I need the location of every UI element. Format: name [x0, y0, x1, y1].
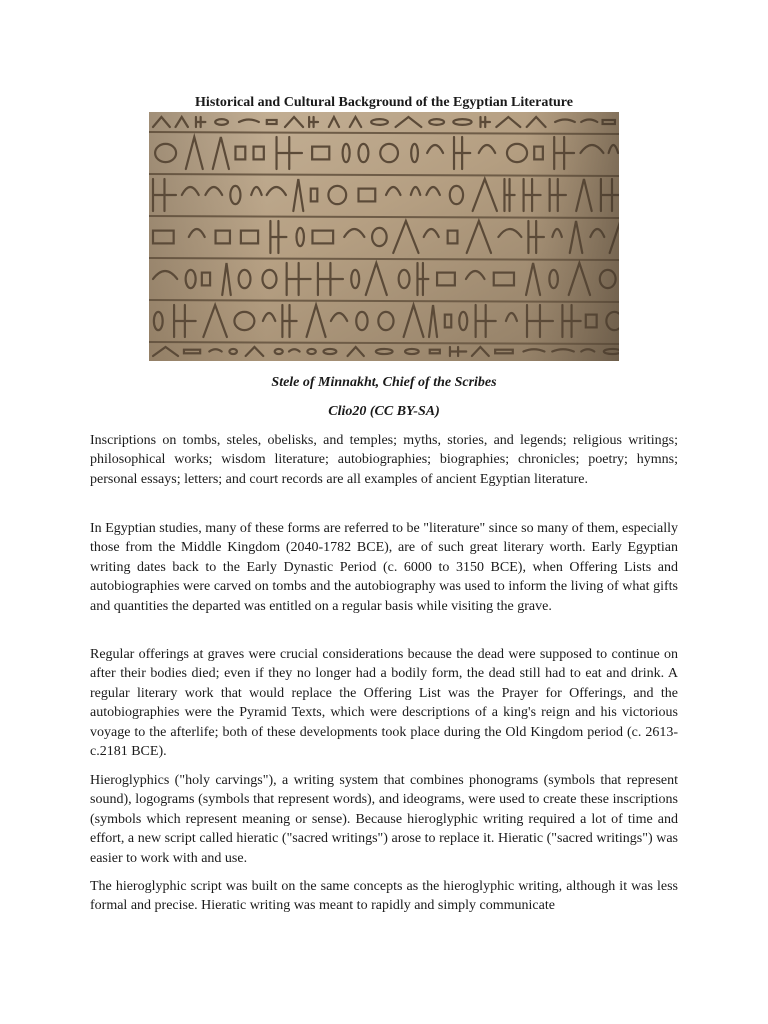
paragraph-1: Inscriptions on tombs, steles, obelisks, and temples; myths, stories, and legends; religious writings; philosophical works; wisdom literature; autobiographies; biographies; chronicles; poetry; hymns; personal essays; letters; and court records are all examples of ancient Egyptian literature. — [90, 433, 678, 487]
figure-caption: Stele of Minnakht, Chief of the Scribes — [271, 375, 497, 390]
paragraph-4: Hieroglyphics ("holy carvings"), a writing system that combines phonograms (symbols that represent sound), logograms (symbols that represent words), and ideograms, were used to create these inscriptions (symbols which represent meaning or sense). Because hieroglyphic writing required a lot of time and effort, a new script called hieratic ("sacred writings") arose to replace it. Hieratic ("sacred writings") was easier to work with and use. — [90, 773, 678, 866]
stele-photo — [149, 112, 619, 361]
paragraph-2: In Egyptian studies, many of these forms are referred to be "literature" since so many of them, especially those from the Middle Kingdom (2040-1782 BCE), are of such great literary worth. Early Egyptian writing dates back to the Early Dynastic Period (c. 6000 to 3150 BCE), when Offering Lists and autobiographies were carved on tombs and the autobiography was used to inform the living of what gifts and quantities the departed was entitled on a regular basis while visiting the grave. — [90, 521, 678, 614]
paragraph-3: Regular offerings at graves were crucial considerations because the dead were supposed to continue on after their bodies died; even if they no longer had a bodily form, the dead still had to eat and drink. A regular literary work that would replace the Offering List was the Prayer for Offerings, and the autobiographies were the Pyramid Texts, which were descriptions of a king's reign and his victorious voyage to the afterlife; both of these developments took place during the Old Kingdom period (c. 2613-c.2181 BCE). — [90, 647, 678, 760]
document-title: Historical and Cultural Background of the Egyptian Literature — [195, 95, 573, 110]
figure-credit: Clio20 (CC BY-SA) — [328, 404, 440, 419]
paragraph-5: The hieroglyphic script was built on the same concepts as the hieroglyphic writing, although it was less formal and precise. Hieratic writing was meant to rapidly and simply communicate — [90, 879, 678, 914]
